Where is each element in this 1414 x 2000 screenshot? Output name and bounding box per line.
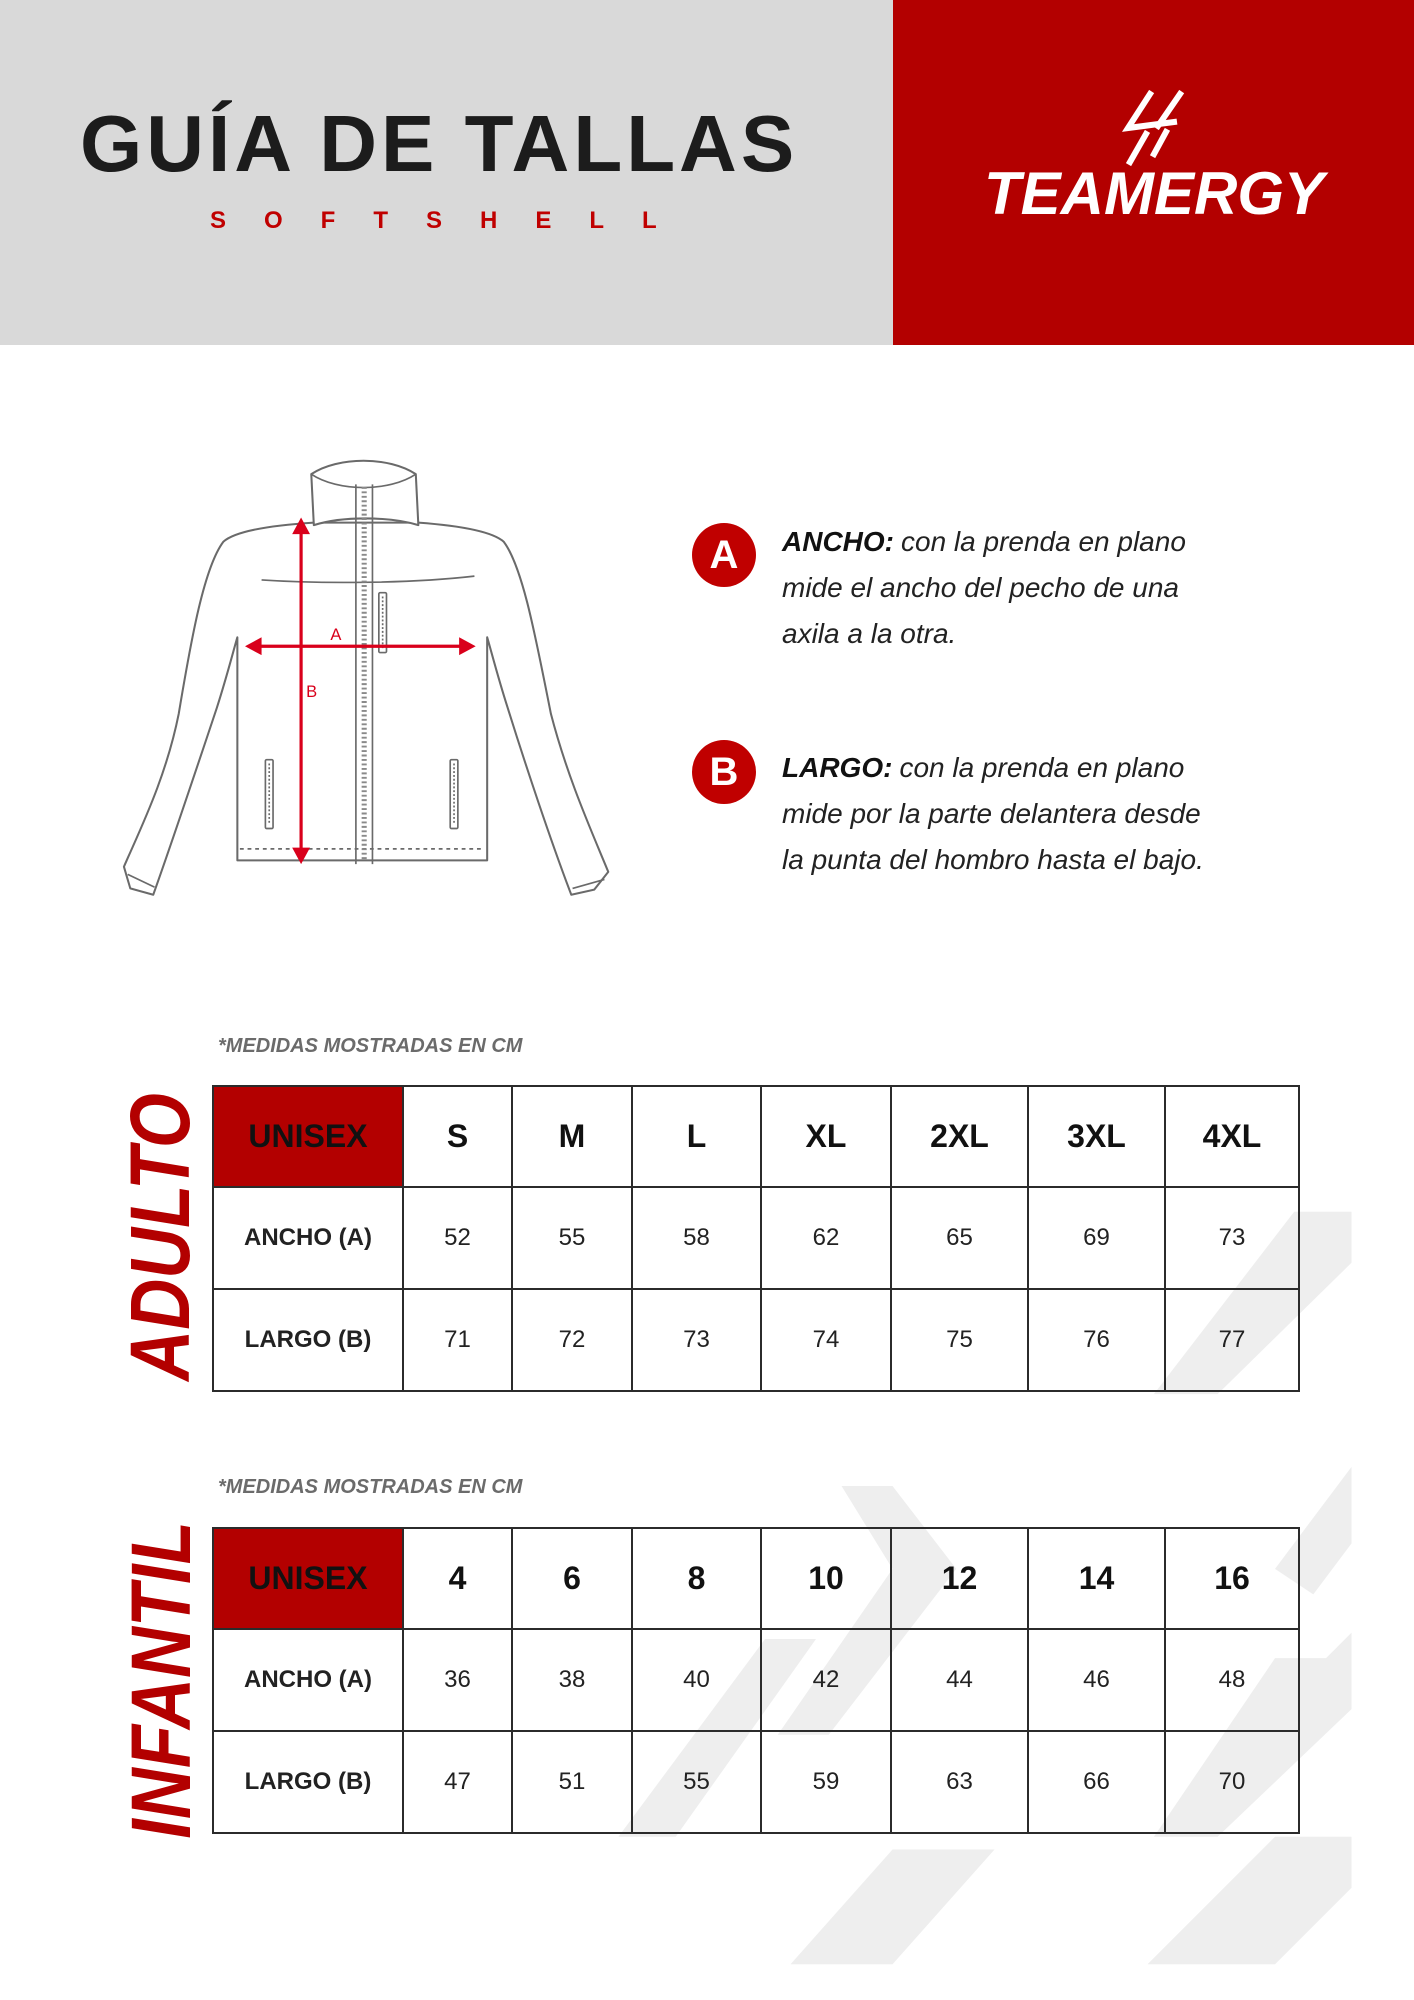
table-cell: 66: [1028, 1731, 1165, 1833]
measure-line: [782, 745, 1204, 791]
table-cell: 36: [403, 1629, 512, 1731]
table-cell: 44: [891, 1629, 1028, 1731]
size-header: M: [512, 1086, 632, 1187]
measure-badge-a: A: [692, 523, 756, 587]
measure-line: mide el ancho del pecho de una: [782, 572, 1179, 603]
table-cell: 40: [632, 1629, 761, 1731]
size-header: 8: [632, 1528, 761, 1629]
measure-badge-b: B: [692, 740, 756, 804]
table-cell: 69: [1028, 1187, 1165, 1289]
diagram-label-b: B: [306, 682, 318, 702]
diagram-label-a: A: [330, 624, 342, 644]
table-cell: 77: [1165, 1289, 1299, 1391]
table-header-row: [213, 1086, 1299, 1187]
table-cell: 51: [512, 1731, 632, 1833]
size-header: 14: [1028, 1528, 1165, 1629]
page-subtitle: SOFTSHELL: [210, 207, 695, 234]
table-row: [213, 1187, 1299, 1289]
row-label: LARGO (B): [213, 1731, 403, 1833]
table-cell: 47: [403, 1731, 512, 1833]
size-header: 6: [512, 1528, 632, 1629]
page-title: GUÍA DE TALLAS: [80, 99, 799, 188]
size-header: 12: [891, 1528, 1028, 1629]
row-label: LARGO (B): [213, 1289, 403, 1391]
brand-logo-text: TEAMERGY: [984, 160, 1325, 227]
table-cell: 71: [403, 1289, 512, 1391]
size-header: 2XL: [891, 1086, 1028, 1187]
measure-text: con la prenda en plano: [901, 526, 1186, 557]
table-cell: 75: [891, 1289, 1028, 1391]
table-cell: 72: [512, 1289, 632, 1391]
table-cell: 52: [403, 1187, 512, 1289]
size-header: 4XL: [1165, 1086, 1299, 1187]
teamergy-logo-icon: [1100, 88, 1200, 168]
units-note: *MEDIDAS MOSTRADAS EN CM: [218, 1476, 523, 1498]
table-cell: 65: [891, 1187, 1028, 1289]
size-header: 10: [761, 1528, 891, 1629]
table-cell: 70: [1165, 1731, 1299, 1833]
size-header: L: [632, 1086, 761, 1187]
table-cell: 62: [761, 1187, 891, 1289]
section-label-text: INFANTIL: [114, 1521, 208, 1839]
table-cell: 59: [761, 1731, 891, 1833]
size-header: S: [403, 1086, 512, 1187]
softshell-jacket-icon: [115, 452, 621, 908]
table-cell: 58: [632, 1187, 761, 1289]
measure-description-a: [782, 519, 1186, 657]
table-cell: 73: [1165, 1187, 1299, 1289]
measure-line: axila a la otra.: [782, 618, 957, 649]
table-row: [213, 1629, 1299, 1731]
size-header: 4: [403, 1528, 512, 1629]
table-cell: 42: [761, 1629, 891, 1731]
units-note: *MEDIDAS MOSTRADAS EN CM: [218, 1035, 523, 1057]
measure-description-b: [782, 745, 1204, 883]
measure-text: con la prenda en plano: [899, 752, 1185, 783]
child-size-table: [212, 1527, 1300, 1834]
size-header: 16: [1165, 1528, 1299, 1629]
table-cell: 55: [512, 1187, 632, 1289]
table-cell: 76: [1028, 1289, 1165, 1391]
table-cell: 73: [632, 1289, 761, 1391]
table-cell: 55: [632, 1731, 761, 1833]
table-cell: 38: [512, 1629, 632, 1731]
measure-line: mide por la parte delantera desde: [782, 798, 1201, 829]
table-header-label: UNISEX: [213, 1528, 403, 1629]
section-label-text: ADULTO: [113, 1093, 207, 1381]
measure-term: LARGO:: [782, 752, 893, 783]
measure-term: ANCHO:: [782, 526, 894, 557]
table-header-row: [213, 1528, 1299, 1629]
adult-size-table: [212, 1085, 1300, 1392]
row-label: ANCHO (A): [213, 1629, 403, 1731]
table-cell: 46: [1028, 1629, 1165, 1731]
size-header: XL: [761, 1086, 891, 1187]
table-cell: 48: [1165, 1629, 1299, 1731]
size-header: 3XL: [1028, 1086, 1165, 1187]
measure-line: [782, 519, 1186, 565]
table-cell: 63: [891, 1731, 1028, 1833]
row-label: ANCHO (A): [213, 1187, 403, 1289]
measure-line: la punta del hombro hasta el bajo.: [782, 844, 1204, 875]
table-row: [213, 1289, 1299, 1391]
table-header-label: UNISEX: [213, 1086, 403, 1187]
table-row: [213, 1731, 1299, 1833]
table-cell: 74: [761, 1289, 891, 1391]
